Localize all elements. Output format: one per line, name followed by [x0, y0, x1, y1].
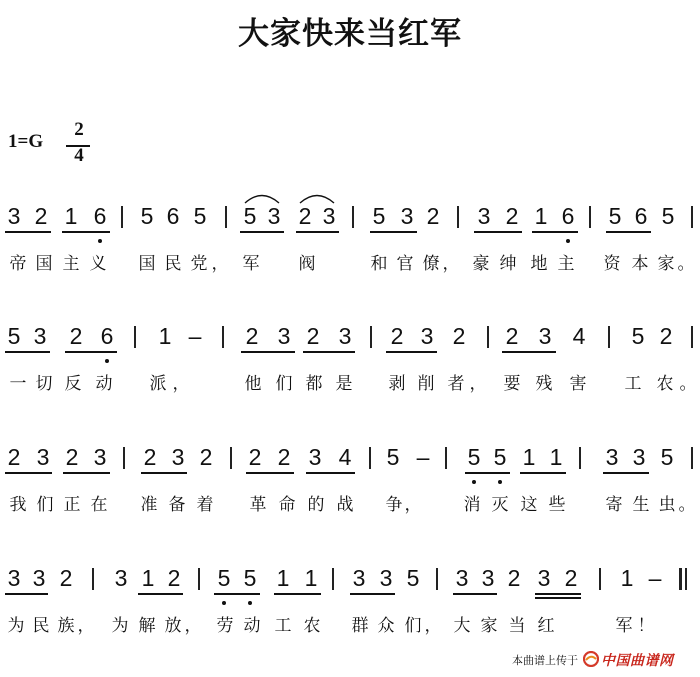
lyric-char: ，: [172, 374, 190, 394]
beam-underline: [606, 231, 651, 233]
note-2: 2: [199, 444, 213, 470]
site-logo-text: 中国曲谱网: [601, 653, 674, 669]
beam-underline: [520, 472, 566, 474]
barline: [123, 447, 125, 469]
beam-underline: [62, 231, 110, 233]
lyric-char: 家: [480, 616, 498, 636]
lyric-char: 着: [196, 495, 214, 515]
time-signature-denominator: 4: [74, 145, 84, 166]
lyric-char: 群: [351, 616, 369, 636]
barline: [369, 447, 371, 469]
lyric-char: 这: [520, 495, 538, 515]
note-3: 3: [477, 203, 491, 229]
lyric-char: 命: [278, 495, 296, 515]
lyric-char: 消: [463, 495, 481, 515]
lyric-char: 们: [36, 495, 54, 515]
beam-underline: [350, 593, 395, 595]
lyric-char: 灭: [491, 495, 509, 515]
lyric-char: 正: [63, 495, 81, 515]
barline: [436, 568, 438, 590]
lyric-char: 主: [557, 254, 575, 274]
score-system-4: [0, 564, 700, 644]
lyric-char: 都: [305, 374, 323, 394]
beam-underline: [306, 472, 355, 474]
beam-underline: [240, 231, 284, 233]
note-2: 2: [245, 323, 259, 349]
slur-arc: [244, 192, 280, 204]
note-1: 1: [549, 444, 563, 470]
lyric-char: 民: [32, 616, 50, 636]
beam-underline: [141, 472, 187, 474]
note-2: 2: [390, 323, 404, 349]
lyric-char: 是: [335, 374, 353, 394]
lyric-char: 官: [396, 254, 414, 274]
barline: [225, 206, 227, 228]
lyric-char: ！: [637, 616, 655, 636]
beam-underline: [303, 351, 355, 353]
note-5: 5: [661, 203, 675, 229]
note-5: 5: [631, 323, 645, 349]
note-5: 5: [406, 565, 420, 591]
beam-underline: [214, 593, 260, 595]
lyric-char: 家: [657, 254, 675, 274]
note-5: 5: [372, 203, 386, 229]
lyric-char: 劳: [216, 616, 234, 636]
lyric-char: 反: [64, 374, 82, 394]
note-3: 3: [322, 203, 336, 229]
lyric-char: 军: [242, 254, 260, 274]
lyric-char: 国: [138, 254, 156, 274]
low-octave-dot: [105, 359, 109, 363]
lyric-char: ，: [77, 616, 95, 636]
barline: [332, 568, 334, 590]
lyric-char: 本: [631, 254, 649, 274]
note-3: 3: [455, 565, 469, 591]
barline: [198, 568, 200, 590]
barline: [599, 568, 601, 590]
sustain-dash: –: [648, 565, 662, 591]
lyric-char: 在: [90, 495, 108, 515]
note-5: 5: [467, 444, 481, 470]
lyric-char: 阀: [298, 254, 316, 274]
lyric-char: 我: [9, 495, 27, 515]
beam-underline: [246, 472, 294, 474]
beam-underline: [138, 593, 183, 595]
barline: [685, 568, 687, 590]
lyric-char: 他: [244, 374, 262, 394]
lyric-char: 僚: [422, 254, 440, 274]
lyric-char: 虫: [658, 495, 676, 515]
low-octave-dot: [566, 239, 570, 243]
lyric-char: 民: [164, 254, 182, 274]
barline: [352, 206, 354, 228]
beam-underline: [535, 597, 581, 599]
note-5: 5: [660, 444, 674, 470]
lyric-char: 。: [679, 374, 697, 394]
lyric-char: 为: [7, 616, 25, 636]
beam-underline: [5, 351, 50, 353]
beam-underline: [5, 593, 48, 595]
barline: [92, 568, 94, 590]
barline: [457, 206, 459, 228]
lyric-char: 豪: [472, 254, 490, 274]
low-octave-dot: [222, 601, 226, 605]
note-3: 3: [308, 444, 322, 470]
score-system-2: [0, 322, 700, 402]
note-5: 5: [140, 203, 154, 229]
lyric-char: 为: [111, 616, 129, 636]
note-3: 3: [7, 203, 21, 229]
beam-underline: [65, 351, 117, 353]
lyric-char: 一: [9, 374, 27, 394]
note-3: 3: [352, 565, 366, 591]
slur-arc: [299, 192, 335, 204]
note-3: 3: [267, 203, 281, 229]
beam-underline: [535, 593, 581, 595]
site-logo[interactable]: [583, 649, 695, 669]
lyric-char: 放: [164, 616, 182, 636]
lyric-char: 主: [62, 254, 80, 274]
note-3: 3: [400, 203, 414, 229]
barline: [579, 447, 581, 469]
note-3: 3: [114, 565, 128, 591]
note-2: 2: [298, 203, 312, 229]
lyric-char: 者: [447, 374, 465, 394]
barline: [222, 326, 224, 348]
barline: [445, 447, 447, 469]
low-octave-dot: [472, 480, 476, 484]
note-2: 2: [248, 444, 262, 470]
lyric-char: 资: [603, 254, 621, 274]
sustain-dash: –: [188, 323, 202, 349]
lyric-char: 们: [275, 374, 293, 394]
barline: [230, 447, 232, 469]
note-6: 6: [166, 203, 180, 229]
score-system-3: [0, 443, 700, 523]
lyric-char: 农: [303, 616, 321, 636]
note-5: 5: [243, 565, 257, 591]
lyric-char: 党: [190, 254, 208, 274]
note-4: 4: [572, 323, 586, 349]
note-2: 2: [505, 203, 519, 229]
sustain-dash: –: [416, 444, 430, 470]
lyric-char: 当: [508, 616, 526, 636]
lyric-char: 剥: [388, 374, 406, 394]
beam-underline: [5, 472, 52, 474]
lyric-char: 备: [168, 495, 186, 515]
note-1: 1: [141, 565, 155, 591]
barline: [691, 447, 693, 469]
note-3: 3: [632, 444, 646, 470]
lyric-char: ，: [184, 616, 202, 636]
note-3: 3: [338, 323, 352, 349]
lyric-char: 们: [404, 616, 422, 636]
beam-underline: [465, 472, 510, 474]
note-2: 2: [34, 203, 48, 229]
lyric-char: 害: [569, 374, 587, 394]
note-2: 2: [306, 323, 320, 349]
beam-underline: [453, 593, 497, 595]
lyric-char: 农: [656, 374, 674, 394]
footer-upload-text: 本曲谱上传于: [512, 654, 578, 667]
lyric-char: 地: [530, 254, 548, 274]
note-2: 2: [143, 444, 157, 470]
beam-underline: [386, 351, 437, 353]
note-5: 5: [193, 203, 207, 229]
note-5: 5: [217, 565, 231, 591]
lyric-char: 。: [678, 495, 696, 515]
lyric-char: 切: [35, 374, 53, 394]
barline: [487, 326, 489, 348]
lyric-char: 战: [336, 495, 354, 515]
lyric-char: 派: [149, 374, 167, 394]
lyric-char: 工: [274, 616, 292, 636]
note-3: 3: [481, 565, 495, 591]
note-5: 5: [386, 444, 400, 470]
barline: [370, 326, 372, 348]
lyric-char: 争: [385, 495, 403, 515]
song-title: 大家快来当红军: [238, 16, 462, 52]
lyric-char: 革: [249, 495, 267, 515]
barline: [121, 206, 123, 228]
low-octave-dot: [498, 480, 502, 484]
key-signature: 1=G: [8, 131, 44, 152]
lyric-char: 削: [417, 374, 435, 394]
beam-underline: [5, 231, 51, 233]
note-3: 3: [171, 444, 185, 470]
note-1: 1: [304, 565, 318, 591]
lyric-char: 工: [624, 374, 642, 394]
beam-underline: [370, 231, 417, 233]
note-3: 3: [538, 323, 552, 349]
lyric-char: 些: [548, 495, 566, 515]
note-3: 3: [537, 565, 551, 591]
note-2: 2: [69, 323, 83, 349]
note-6: 6: [93, 203, 107, 229]
note-3: 3: [420, 323, 434, 349]
barline: [691, 326, 693, 348]
low-octave-dot: [248, 601, 252, 605]
note-6: 6: [634, 203, 648, 229]
lyric-char: 的: [307, 495, 325, 515]
barline: [691, 206, 693, 228]
lyric-char: 众: [377, 616, 395, 636]
beam-underline: [63, 472, 110, 474]
barline: [608, 326, 610, 348]
note-2: 2: [7, 444, 21, 470]
beam-underline: [502, 351, 556, 353]
note-1: 1: [158, 323, 172, 349]
note-2: 2: [659, 323, 673, 349]
note-2: 2: [277, 444, 291, 470]
note-2: 2: [59, 565, 73, 591]
note-3: 3: [379, 565, 393, 591]
note-5: 5: [243, 203, 257, 229]
logo-swirl-icon: [583, 651, 599, 667]
lyric-char: ，: [211, 254, 229, 274]
note-5: 5: [493, 444, 507, 470]
lyric-char: 。: [677, 254, 695, 274]
note-6: 6: [100, 323, 114, 349]
note-3: 3: [33, 323, 47, 349]
note-3: 3: [7, 565, 21, 591]
beam-underline: [603, 472, 649, 474]
note-3: 3: [605, 444, 619, 470]
beam-underline: [532, 231, 578, 233]
lyric-char: 国: [35, 254, 53, 274]
barline: [134, 326, 136, 348]
note-2: 2: [65, 444, 79, 470]
score-system-1: [0, 202, 700, 282]
note-1: 1: [64, 203, 78, 229]
low-octave-dot: [98, 239, 102, 243]
lyric-char: 生: [632, 495, 650, 515]
lyric-char: 准: [140, 495, 158, 515]
beam-underline: [296, 231, 339, 233]
lyric-char: 寄: [605, 495, 623, 515]
lyric-char: 帝: [9, 254, 27, 274]
beam-underline: [474, 231, 522, 233]
note-2: 2: [507, 565, 521, 591]
beam-underline: [274, 593, 321, 595]
barline: [589, 206, 591, 228]
note-5: 5: [7, 323, 21, 349]
lyric-char: 族: [57, 616, 75, 636]
note-1: 1: [534, 203, 548, 229]
lyric-char: 动: [243, 616, 261, 636]
note-3: 3: [36, 444, 50, 470]
final-barline: [679, 568, 682, 590]
lyric-char: 红: [537, 616, 555, 636]
note-4: 4: [338, 444, 352, 470]
note-2: 2: [564, 565, 578, 591]
lyric-char: 和: [370, 254, 388, 274]
note-2: 2: [426, 203, 440, 229]
note-1: 1: [522, 444, 536, 470]
note-2: 2: [167, 565, 181, 591]
note-3: 3: [93, 444, 107, 470]
lyric-char: ，: [424, 616, 442, 636]
lyric-char: 义: [89, 254, 107, 274]
lyric-char: 要: [503, 374, 521, 394]
note-5: 5: [608, 203, 622, 229]
time-signature-numerator: 2: [74, 119, 84, 140]
lyric-char: ，: [469, 374, 487, 394]
lyric-char: 大: [453, 616, 471, 636]
note-2: 2: [452, 323, 466, 349]
lyric-char: 绅: [499, 254, 517, 274]
note-2: 2: [505, 323, 519, 349]
beam-underline: [241, 351, 295, 353]
lyric-char: ，: [404, 495, 422, 515]
note-6: 6: [561, 203, 575, 229]
note-3: 3: [32, 565, 46, 591]
lyric-char: 解: [138, 616, 156, 636]
lyric-char: 军: [615, 616, 633, 636]
note-1: 1: [276, 565, 290, 591]
lyric-char: ，: [442, 254, 460, 274]
lyric-char: 动: [95, 374, 113, 394]
note-1: 1: [620, 565, 634, 591]
lyric-char: 残: [535, 374, 553, 394]
note-3: 3: [277, 323, 291, 349]
